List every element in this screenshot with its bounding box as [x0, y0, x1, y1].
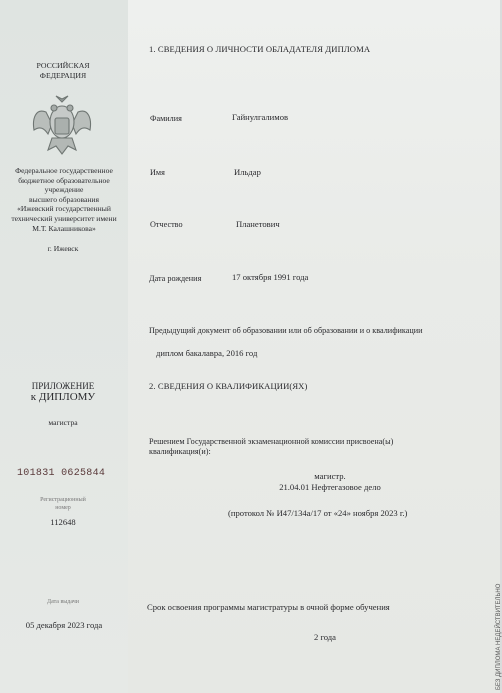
qualification-decision: [149, 437, 393, 457]
name-label: Имя: [150, 168, 165, 177]
protocol-reference: (протокол № И47/134а/17 от «24» ноября 2023 г.): [228, 508, 408, 518]
country-line-1: РОССИЙСКАЯ: [36, 61, 90, 70]
issue-date-label: Дата выдачи: [46, 599, 80, 605]
reg-number-label: [28, 496, 98, 512]
org-line: «Ижевский государственный: [17, 204, 111, 214]
surname-label: Фамилия: [150, 114, 182, 123]
country-name: [28, 61, 98, 80]
org-line: учреждение: [44, 185, 84, 195]
org-line: М.Т. Калашникова»: [32, 223, 96, 233]
coat-of-arms-emblem: [26, 90, 98, 162]
previous-document-value: диплом бакалавра, 2016 год: [156, 348, 258, 358]
org-line: бюджетное образовательное: [18, 175, 110, 185]
previous-document-label: Предыдущий документ об образовании или об образовании и о квалификации: [149, 326, 423, 335]
appendix-serial-number: 101831 0625844: [17, 468, 106, 479]
birth-date-label: Дата рождения: [149, 274, 202, 283]
section-2-heading: 2. СВЕДЕНИЯ О КВАЛИФИКАЦИИ(ЯХ): [149, 381, 308, 391]
patronymic-value: Планетович: [236, 219, 280, 229]
reg-label-line-1: Регистрационный: [40, 497, 86, 503]
program-duration-value: 2 года: [314, 632, 336, 642]
side-note-vertical: БЕЗ ДИПЛОМА НЕДЕЙСТВИТЕЛЬНО: [496, 583, 502, 690]
org-line: высшего образования: [29, 194, 99, 204]
issuing-organization: [4, 166, 124, 233]
reg-number: 112648: [50, 517, 76, 527]
name-value: Ильдар: [234, 167, 261, 177]
qualification-degree: магистр.: [314, 471, 346, 481]
appendix-title-line-1: ПРИЛОЖЕНИЕ: [31, 381, 95, 391]
decision-line-1: Решением Государственной экзаменационной комиссии присвоена(ы): [149, 437, 394, 446]
appendix-title-line-2: к ДИПЛОМУ: [30, 391, 96, 403]
program-duration-label: Срок освоения программы магистратуры в очной форме обучения: [147, 602, 390, 612]
issuer-city: г. Ижевск: [47, 244, 79, 253]
issue-date: 05 декабря 2023 года: [25, 620, 103, 630]
surname-value: Гайнулгалимов: [232, 112, 289, 122]
section-1-heading: 1. СВЕДЕНИЯ О ЛИЧНОСТИ ОБЛАДАТЕЛЯ ДИПЛОМА: [149, 44, 371, 54]
appendix-degree: магистра: [48, 418, 78, 427]
birth-date-value: 17 октября 1991 года: [232, 272, 309, 282]
patronymic-label: Отчество: [150, 220, 183, 229]
decision-line-2: квалификация(и):: [149, 447, 211, 456]
appendix-title: [20, 381, 106, 403]
org-line: технический университет имени: [11, 213, 117, 223]
org-line: Федеральное государственное: [15, 166, 113, 175]
country-line-2: ФЕДЕРАЦИЯ: [39, 70, 87, 80]
reg-label-line-2: номер: [55, 505, 71, 511]
qualification-specialty: 21.04.01 Нефтегазовое дело: [279, 482, 381, 492]
